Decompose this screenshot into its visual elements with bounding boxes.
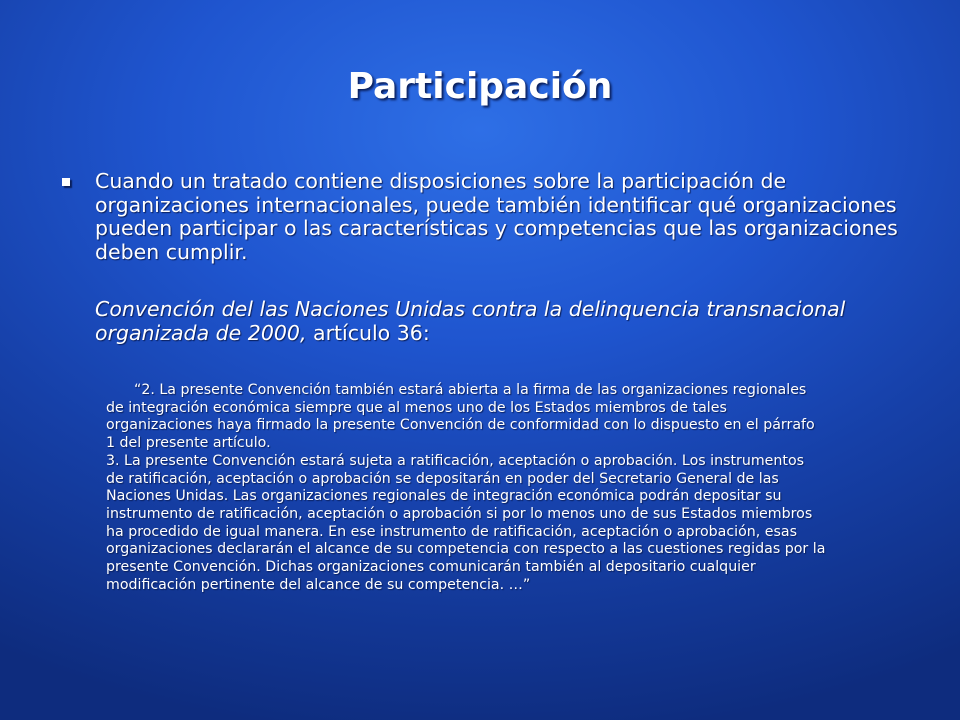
quote-paragraph-2 (106, 382, 826, 453)
article-reference: artículo 36: (306, 320, 430, 345)
slide-title: Participación (347, 66, 613, 107)
quoted-article (106, 382, 826, 594)
bullet-text: Cuando un tratado contiene disposiciones sobre la participación de organizaciones internacionales, puede también identificar qué organizaciones pueden participar o las características y competencias que las organizaciones deben cumplir. (95, 169, 898, 264)
quote-paragraph-2-text: “2. La presente Convención también estará abierta a la firma de las organizaciones regionales de integración económica siempre que al menos uno de los Estados miembros de tales organizaciones haya firmado la presente Convención de conformidad con lo dispuesto en el párrafo 1 del presente artículo. (106, 382, 815, 452)
convention-reference (95, 298, 915, 345)
convention-name: Convención del las Naciones Unidas contra la delinquencia transnacional organizada de 2000, (95, 297, 846, 345)
quote-paragraph-3: 3. La presente Convención estará sujeta a ratificación, aceptación o aprobación. Los instrumentos de ratificación, aceptación o aprobación se depositarán en poder del Secretario General de las Naciones Unidas. Las organizaciones regionales de integración económica podrán depositar su instrumento de ratificación, aceptación o aprobación si por lo menos uno de sus Estados miembros ha procedido de igual manera. En ese instrumento de ratificación, aceptación o aprobación, esas organizaciones declararán el alcance de su competencia con respecto a las cuestiones regidas por la presente Convención. Dichas organizaciones comunicarán también al depositario cualquier modificación pertinente del alcance de su competencia. …” (106, 452, 826, 593)
bullet-item (62, 170, 922, 264)
square-bullet-icon (62, 178, 70, 186)
